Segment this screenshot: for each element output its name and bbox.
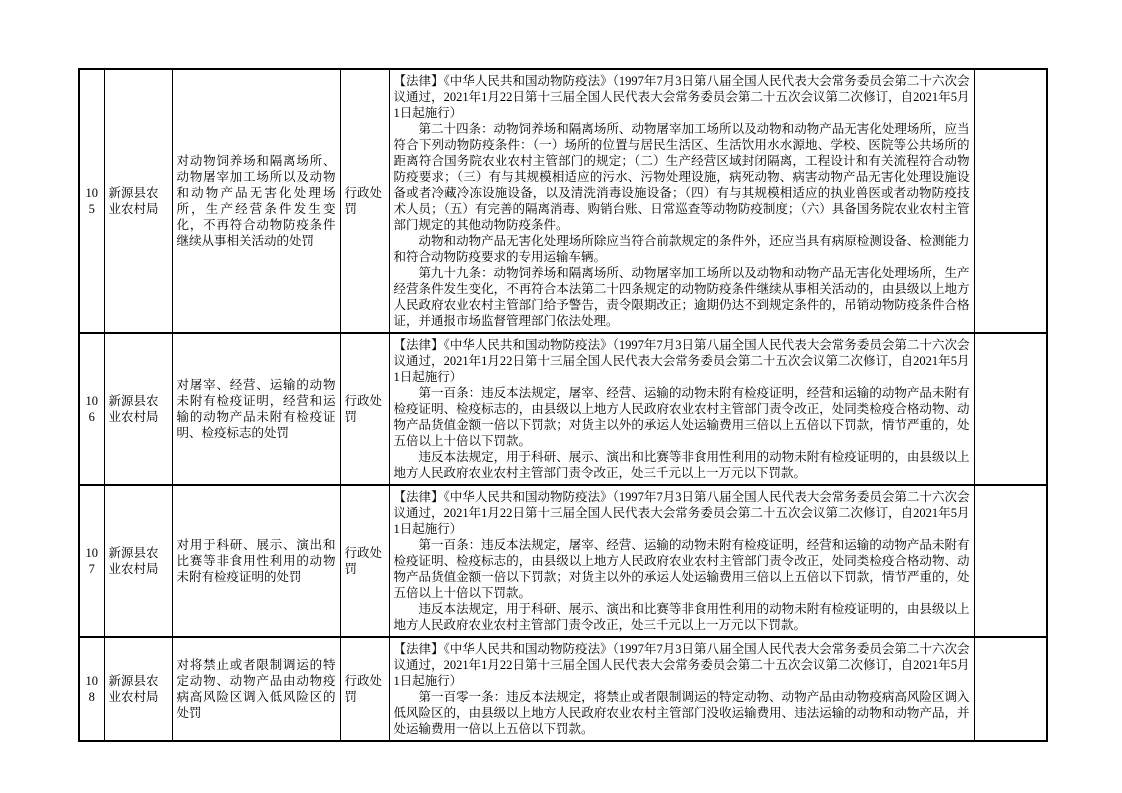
penalty-items-table — [78, 68, 1048, 742]
legal-basis-paragraph: 【法律】《中华人民共和国动物防疫法》（1997年7月3日第八届全国人民代表大会常务委员会第二十六次会议通过，2021年1月22日第十三届全国人民代表大会常务委员会第二十五次会议第二次修订，自2021年5月1日起施行） — [393, 338, 970, 384]
table-row — [79, 637, 1047, 741]
remark-cell — [974, 69, 1047, 333]
penalty-type-cell: 行政处罚 — [340, 333, 389, 485]
remark-cell — [974, 333, 1047, 485]
legal-basis-paragraph: 第一百条：违反本法规定，屠宰、经营、运输的动物未附有检疫证明，经营和运输的动物产品未附有检疫证明、检疫标志的，由县级以上地方人民政府农业农村主管部门责令改正，处同类检疫合格动物、动物产品货值金额一倍以下罚款；对货主以外的承运人处运输费用三倍以上五倍以下罚款，情节严重的，处五倍以上十倍以下罚款。 — [393, 386, 970, 448]
legal-basis-paragraph: 【法律】《中华人民共和国动物防疫法》（1997年7月3日第八届全国人民代表大会常务委员会第二十六次会议通过，2021年1月22日第十三届全国人民代表大会常务委员会第二十五次会议第二次修订，自2021年5月1日起施行） — [393, 490, 970, 536]
table-row — [79, 333, 1047, 485]
penalty-type-cell: 行政处罚 — [340, 637, 389, 741]
remark-cell — [974, 485, 1047, 637]
table-row — [79, 485, 1047, 637]
remark-cell — [974, 637, 1047, 741]
department-cell: 新源县农业农村局 — [104, 69, 172, 333]
legal-basis-paragraph: 动物和动物产品无害化处理场所除应当符合前款规定的条件外，还应当具有病原检测设备、检测能力和符合动物防疫要求的专用运输车辆。 — [393, 234, 970, 264]
department-cell: 新源县农业农村局 — [104, 637, 172, 741]
legal-basis-cell — [389, 485, 974, 637]
department-cell: 新源县农业农村局 — [104, 485, 172, 637]
penalty-type-cell: 行政处罚 — [340, 485, 389, 637]
penalty-matter-cell: 对动物饲养场和隔离场所、动物屠宰加工场所以及动物和动物产品无害化处理场所，生产经营条件发生变化，不再符合动物防疫条件继续从事相关活动的处罚 — [172, 69, 340, 333]
row-number-cell: 108 — [79, 637, 104, 741]
penalty-type-cell: 行政处罚 — [340, 69, 389, 333]
legal-basis-paragraph: 第一百零一条：违反本法规定，将禁止或者限制调运的特定动物、动物产品由动物疫病高风险区调入低风险区的，由县级以上地方人民政府农业农村主管部门没收运输费用、违法运输的动物和动物产品，并处运输费用一倍以上五倍以下罚款。 — [393, 690, 970, 736]
table-row — [79, 69, 1047, 333]
penalty-matter-cell: 对屠宰、经营、运输的动物未附有检疫证明，经营和运输的动物产品未附有检疫证明、检疫标志的处罚 — [172, 333, 340, 485]
penalty-matter-cell: 对将禁止或者限制调运的特定动物、动物产品由动物疫病高风险区调入低风险区的处罚 — [172, 637, 340, 741]
legal-basis-cell — [389, 637, 974, 741]
penalty-matter-cell: 对用于科研、展示、演出和比赛等非食用性利用的动物未附有检疫证明的处罚 — [172, 485, 340, 637]
department-cell: 新源县农业农村局 — [104, 333, 172, 485]
row-number-cell: 106 — [79, 333, 104, 485]
legal-basis-cell — [389, 69, 974, 333]
legal-basis-paragraph: 违反本法规定，用于科研、展示、演出和比赛等非食用性利用的动物未附有检疫证明的，由县级以上地方人民政府农业农村主管部门责令改正，处三千元以上一万元以下罚款。 — [393, 602, 970, 632]
legal-basis-cell — [389, 333, 974, 485]
legal-basis-paragraph: 第九十九条：动物饲养场和隔离场所、动物屠宰加工场所以及动物和动物产品无害化处理场所，生产经营条件发生变化，不再符合本法第二十四条规定的动物防疫条件继续从事相关活动的，由县级以上地方人民政府农业农村主管部门给予警告，责令限期改正；逾期仍达不到规定条件的，吊销动物防疫条件合格证，并通报市场监督管理部门依法处理。 — [393, 266, 970, 328]
legal-basis-paragraph: 违反本法规定，用于科研、展示、演出和比赛等非食用性利用的动物未附有检疫证明的，由县级以上地方人民政府农业农村主管部门责令改正，处三千元以上一万元以下罚款。 — [393, 450, 970, 480]
legal-basis-paragraph: 第二十四条：动物饲养场和隔离场所、动物屠宰加工场所以及动物和动物产品无害化处理场所，应当符合下列动物防疫条件：（一）场所的位置与居民生活区、生活饮用水水源地、学校、医院等公共场所的距离符合国务院农业农村主管部门的规定；（二）生产经营区域封闭隔离，工程设计和有关流程符合动物防疫要求；（三）有与其规模相适应的污水、污物处理设施，病死动物、病害动物产品无害化处理设施设备或者冷藏冷冻设施设备，以及清洗消毒设施设备；（四）有与其规模相适应的执业兽医或者动物防疫技术人员；（五）有完善的隔离消毒、购销台账、日常巡查等动物防疫制度；（六）具备国务院农业农村主管部门规定的其他动物防疫条件。 — [393, 122, 970, 232]
row-number-cell: 107 — [79, 485, 104, 637]
legal-basis-paragraph: 【法律】《中华人民共和国动物防疫法》（1997年7月3日第八届全国人民代表大会常务委员会第二十六次会议通过，2021年1月22日第十三届全国人民代表大会常务委员会第二十五次会议第二次修订，自2021年5月1日起施行） — [393, 74, 970, 120]
legal-basis-paragraph: 【法律】《中华人民共和国动物防疫法》（1997年7月3日第八届全国人民代表大会常务委员会第二十六次会议通过，2021年1月22日第十三届全国人民代表大会常务委员会第二十五次会议第二次修订，自2021年5月1日起施行） — [393, 642, 970, 688]
row-number-cell: 105 — [79, 69, 104, 333]
legal-basis-paragraph: 第一百条：违反本法规定，屠宰、经营、运输的动物未附有检疫证明，经营和运输的动物产品未附有检疫证明、检疫标志的，由县级以上地方人民政府农业农村主管部门责令改正，处同类检疫合格动物、动物产品货值金额一倍以下罚款；对货主以外的承运人处运输费用三倍以上五倍以下罚款，情节严重的，处五倍以上十倍以下罚款。 — [393, 538, 970, 600]
